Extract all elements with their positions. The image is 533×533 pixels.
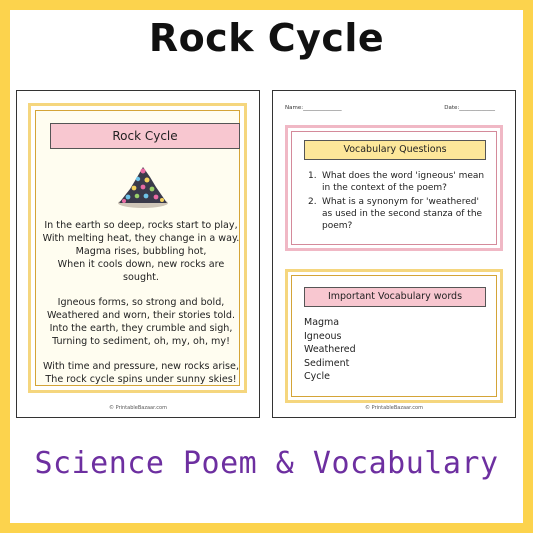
poem-line: With time and pressure, new rocks arise, bbox=[43, 361, 239, 372]
question-number: 1. bbox=[308, 171, 317, 181]
page-footer: © PrintableBazaar.com bbox=[109, 405, 167, 411]
question-item bbox=[308, 196, 488, 232]
poem-line: sought. bbox=[123, 272, 159, 283]
question-text: What does the word 'igneous' mean in the context of the poem? bbox=[322, 171, 485, 193]
poem-line: Turning to sediment, oh, my, oh, my! bbox=[52, 336, 230, 347]
poem-line: The rock cycle spins under sunny skies! bbox=[45, 374, 237, 385]
poem-line: Igneous forms, so strong and bold, bbox=[57, 297, 225, 308]
vocab-questions-box bbox=[285, 125, 503, 251]
poem-page-border bbox=[28, 103, 247, 393]
poem-title: Rock Cycle bbox=[50, 123, 240, 149]
name-label: Name:______________ bbox=[285, 105, 342, 111]
poem-line: Weathered and worn, their stories told. bbox=[46, 310, 236, 321]
vocab-words-box bbox=[285, 269, 503, 403]
question-item bbox=[308, 170, 488, 194]
vocab-questions-title: Vocabulary Questions bbox=[304, 140, 486, 160]
vocab-word-list bbox=[304, 316, 356, 384]
poem-stanza bbox=[40, 296, 242, 348]
vocab-questions-inner bbox=[291, 131, 497, 245]
poem-line: Magma rises, bubbling hot, bbox=[75, 246, 207, 257]
vocab-words-inner bbox=[291, 275, 497, 397]
poem-stanza bbox=[40, 360, 242, 386]
poem-line: When it cools down, new rocks are bbox=[57, 259, 225, 270]
vocab-word: Igneous bbox=[304, 330, 342, 342]
question-list bbox=[308, 170, 488, 234]
poem-text bbox=[40, 219, 242, 398]
worksheet-header bbox=[285, 105, 503, 111]
poem-stanza bbox=[40, 219, 242, 284]
banner-subtitle: Science Poem & Vocabulary bbox=[34, 446, 499, 481]
vocab-word: Sediment bbox=[304, 357, 350, 369]
vocab-word: Cycle bbox=[304, 371, 330, 382]
poem-page-inner bbox=[35, 110, 240, 386]
poem-page bbox=[16, 90, 260, 418]
vocab-word: Magma bbox=[304, 317, 340, 328]
date-label: Date:_____________ bbox=[444, 105, 495, 111]
question-text: What is a synonym for 'weathered' as used in the second stanza of the poem? bbox=[322, 197, 483, 231]
vocab-words-title: Important Vocabulary words bbox=[304, 287, 486, 307]
page-title: Rock Cycle bbox=[148, 16, 385, 60]
poem-line: With melting heat, they change in a way. bbox=[42, 233, 240, 244]
poem-line: In the earth so deep, rocks start to play, bbox=[44, 220, 238, 231]
worksheet-page bbox=[272, 90, 516, 418]
vocab-word: Weathered bbox=[304, 344, 356, 355]
poem-line: Into the earth, they crumble and sigh, bbox=[49, 323, 233, 334]
question-number: 2. bbox=[308, 197, 317, 207]
rock-pile-icon bbox=[116, 161, 170, 209]
page-footer: © PrintableBazaar.com bbox=[365, 405, 423, 411]
